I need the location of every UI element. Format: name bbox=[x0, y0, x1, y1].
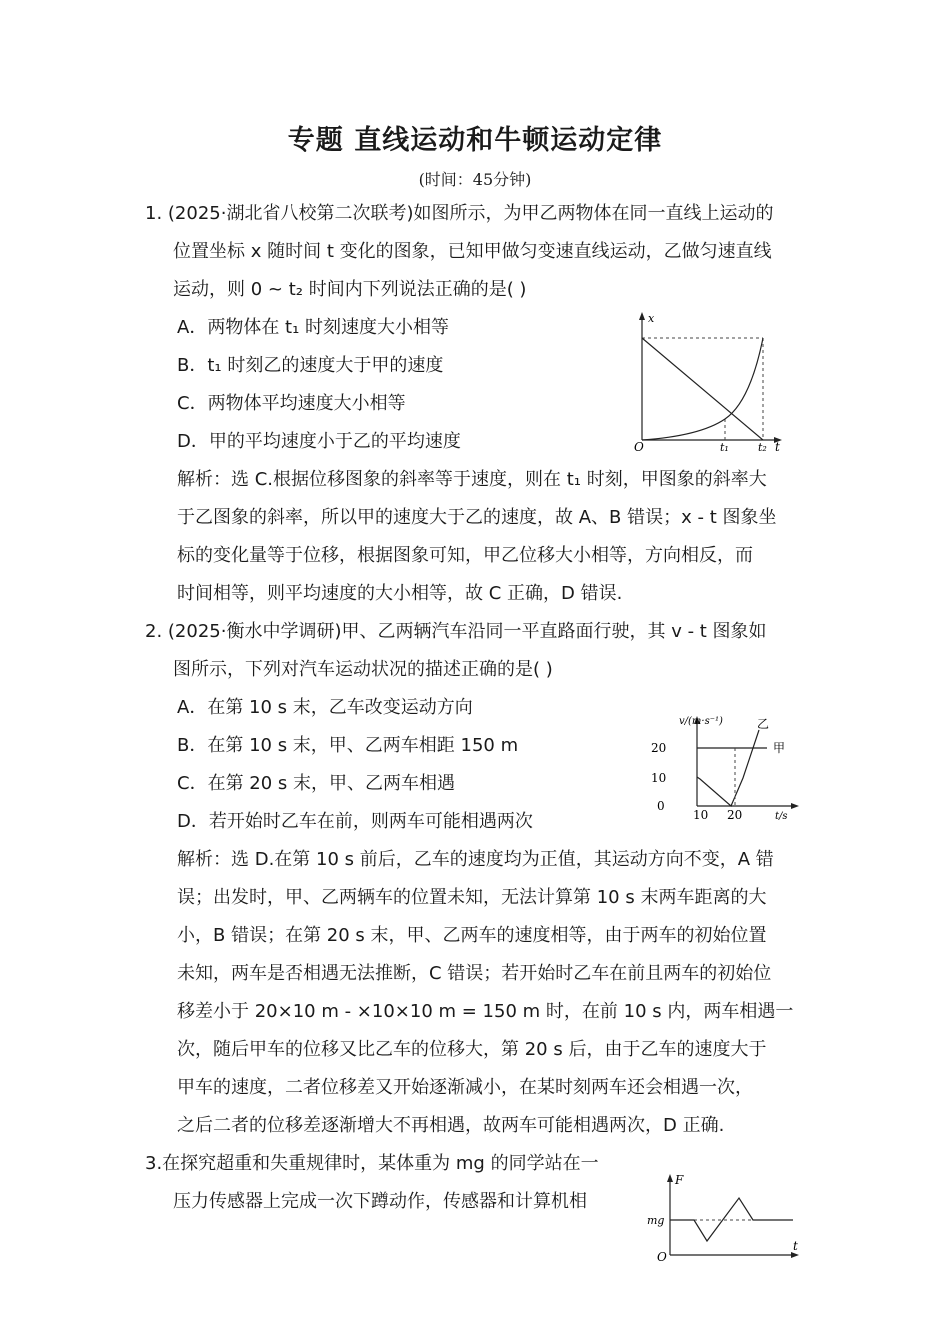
t2-label: t₂ bbox=[758, 441, 767, 453]
y-axis-arrow bbox=[639, 312, 645, 320]
question-1-solution-line-1: 解析：选 C.根据位移图象的斜率等于速度，则在 t₁ 时刻，甲图象的斜率大 bbox=[177, 469, 767, 490]
question-2-solution-line-3: 小，B 错误；在第 20 s 末，甲、乙两车的速度相等，由于两车的初始位置 bbox=[177, 925, 767, 946]
page-title: 专题 直线运动和牛顿运动定律 bbox=[287, 125, 663, 156]
tick-x-10: 10 bbox=[693, 808, 709, 822]
question-1-xt-graph bbox=[620, 308, 790, 453]
question-2-option-d: D．若开始时乙车在前，则两车可能相遇两次 bbox=[177, 811, 533, 832]
yi-line bbox=[642, 338, 763, 440]
t-axis-label: t/s bbox=[775, 811, 788, 822]
question-1-line-3: 运动，则 0 ~ t₂ 时间内下列说法正确的是( ) bbox=[173, 279, 527, 300]
question-2-solution-line-1: 解析：选 D.在第 10 s 前后，乙车的速度均为正值，其运动方向不变，A 错 bbox=[177, 849, 774, 870]
question-1-option-c: C．两物体平均速度大小相等 bbox=[177, 393, 406, 414]
tick-x-20: 20 bbox=[727, 808, 743, 822]
page-subtitle: (时间：45分钟) bbox=[418, 170, 532, 189]
origin-label: O bbox=[657, 1250, 667, 1262]
question-2-solution-line-5: 移差小于 20×10 m - ×10×10 m = 150 m 时，在前 10 s 内，两车相遇一 bbox=[177, 1001, 794, 1022]
f-axis-label: F bbox=[675, 1173, 684, 1187]
tick-y-20: 20 bbox=[651, 741, 667, 755]
question-2-option-c: C．在第 20 s 末，甲、乙两车相遇 bbox=[177, 773, 456, 794]
series-yi-label: 乙 bbox=[757, 717, 770, 731]
question-2-solution-line-2: 误；出发时，甲、乙两辆车的位置未知，无法计算第 10 s 末两车距离的大 bbox=[177, 887, 767, 908]
t-axis-label: t bbox=[793, 1239, 798, 1253]
v-axis-label: v/(m·s⁻¹) bbox=[679, 716, 723, 727]
question-1-line-2: 位置坐标 x 随时间 t 变化的图象，已知甲做匀变速直线运动，乙做匀速直线 bbox=[173, 241, 772, 262]
question-1-line-1: 1. (2025·湖北省八校第二次联考)如图所示，为甲乙两物体在同一直线上运动的 bbox=[145, 203, 774, 224]
question-1-option-d: D．甲的平均速度小于乙的平均速度 bbox=[177, 431, 461, 452]
question-2-option-a: A．在第 10 s 末，乙车改变运动方向 bbox=[177, 697, 473, 718]
series-jia-label: 甲 bbox=[773, 741, 786, 755]
x-axis-arrow bbox=[791, 803, 799, 809]
origin-label: O bbox=[634, 440, 644, 453]
question-1-solution-line-2: 于乙图象的斜率，所以甲的速度大于乙的速度，故 A、B 错误；x - t 图象坐 bbox=[177, 507, 777, 528]
question-2-option-b: B．在第 10 s 末，甲、乙两车相距 150 m bbox=[177, 735, 519, 756]
question-1-option-a: A．两物体在 t₁ 时刻速度大小相等 bbox=[177, 317, 450, 338]
question-2-solution-line-6: 次，随后甲车的位移又比乙车的位移大，第 20 s 后，由于乙车的速度大于 bbox=[177, 1039, 767, 1060]
x-axis-label: x bbox=[648, 312, 655, 325]
question-2-line-2: 图所示，下列对汽车运动状况的描述正确的是( ) bbox=[173, 659, 553, 680]
question-2-solution-line-4: 未知，两车是否相遇无法推断，C 错误；若开始时乙车在前且两车的初始位 bbox=[177, 963, 772, 984]
question-2-vt-graph bbox=[645, 712, 805, 826]
question-2-line-1: 2. (2025·衡水中学调研)甲、乙两辆汽车沿同一平直路面行驶，其 v - t 图象如 bbox=[145, 621, 767, 642]
y-axis-arrow bbox=[667, 1174, 673, 1182]
question-1-option-b: B．t₁ 时刻乙的速度大于甲的速度 bbox=[177, 355, 444, 376]
t-axis-label: t bbox=[775, 440, 780, 453]
t1-label: t₁ bbox=[720, 441, 729, 453]
tick-y-10: 10 bbox=[651, 771, 667, 785]
question-2-solution-line-7: 甲车的速度，二者位移差又开始逐渐减小，在某时刻两车还会相遇一次， bbox=[177, 1077, 753, 1098]
question-3-line-2: 压力传感器上完成一次下蹲动作，传感器和计算机相 bbox=[173, 1191, 587, 1212]
question-1-solution-line-3: 标的变化量等于位移，根据图象可知，甲乙位移大小相等，方向相反，而 bbox=[177, 545, 753, 566]
question-3-line-1: 3.在探究超重和失重规律时，某体重为 mg 的同学站在一 bbox=[145, 1153, 599, 1174]
question-3-force-graph bbox=[645, 1170, 805, 1262]
question-1-solution-line-4: 时间相等，则平均速度的大小相等，故 C 正确，D 错误. bbox=[177, 583, 623, 604]
question-2-solution-line-8: 之后二者的位移差逐渐增大不再相遇，故两车可能相遇两次，D 正确. bbox=[177, 1115, 725, 1136]
yi-line bbox=[697, 730, 759, 806]
mg-label: mg bbox=[647, 1214, 665, 1227]
tick-y-0: 0 bbox=[657, 799, 665, 813]
